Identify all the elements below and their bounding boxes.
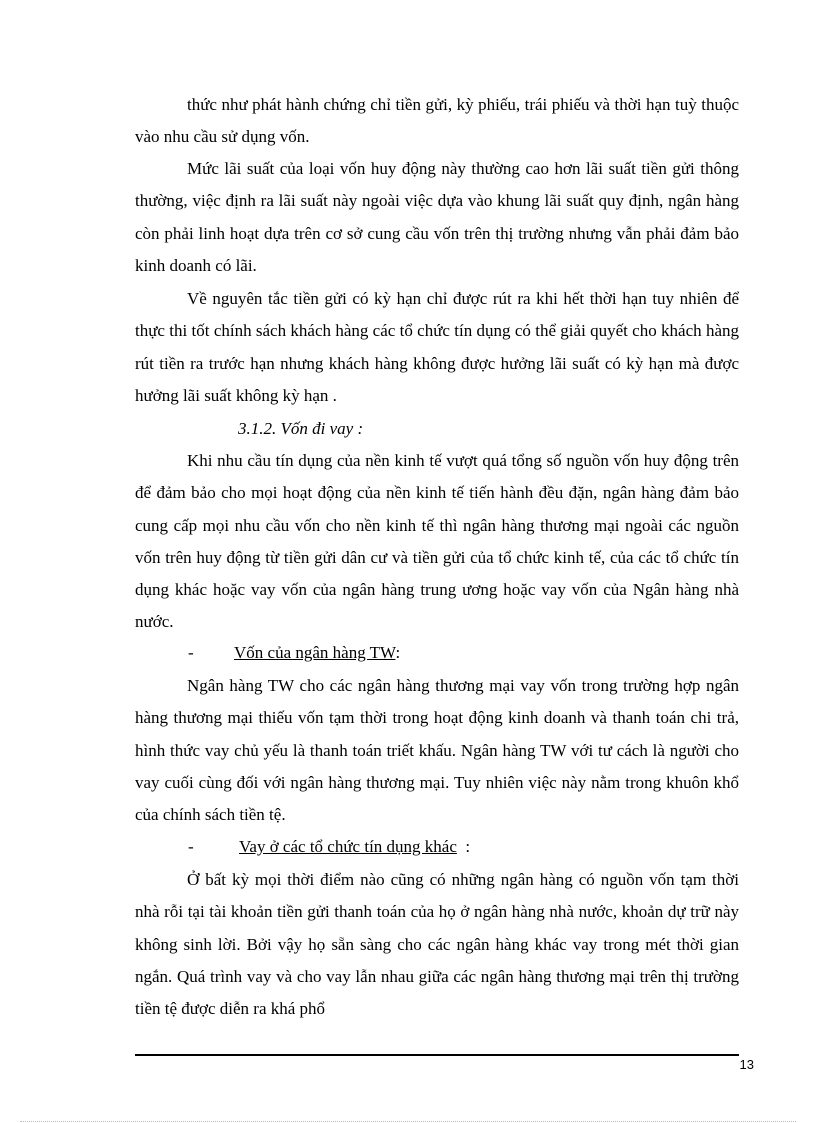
bullet-suffix: : — [456, 837, 471, 856]
paragraph-6: Ở bất kỳ mọi thời điểm nào cũng có những ngân hàng có nguồn vốn tạm thời nhà rỗi tại tài khoản tiền gửi thanh toán của họ ở ngân hàng nhà nước, khoản dự trữ này không sinh lời. Bởi vậy họ sẵn sàng cho các ngân hàng khác vay trong mét thời gian ngắn. Quá trình vay và cho vay lẫn nhau giữa các ngân hàng thương mại trên thị trường tiền tệ được diễn ra khá phổ — [135, 870, 739, 1019]
bullet-dash: - — [188, 837, 194, 856]
bullet-item-credit-institutions — [188, 831, 470, 863]
page-number: 13 — [739, 1057, 754, 1072]
bullet-title: Vốn của ngân hàng TW — [234, 643, 396, 662]
bullet-title: Vay ở các tổ chức tín dụng khác — [239, 837, 457, 856]
footer-rule — [135, 1054, 739, 1056]
bullet-dash: - — [188, 643, 194, 662]
paragraph-4: Khi nhu cầu tín dụng của nền kinh tế vượt quá tổng số nguồn vốn huy động trên để đảm bảo cho mọi hoạt động của nền kinh tế tiến hành đều đặn, ngân hàng đảm bảo cung cấp mọi nhu cầu vốn cho nền kinh tế thì ngân hàng thương mại ngoài các nguồn vốn trên huy động từ tiền gửi dân cư và tiền gửi của tổ chức kinh tế, của các tổ chức tín dụng khác hoặc vay vốn của ngân hàng trung ương hoặc vay vốn của Ngân hàng nhà nước. — [135, 451, 739, 632]
paragraph-5: Ngân hàng TW cho các ngân hàng thương mại vay vốn trong trường hợp ngân hàng thương mại thiếu vốn tạm thời trong hoạt động kinh doanh và thanh toán chi trả, hình thức vay chủ yếu là thanh toán triết khấu. Ngân hàng TW với tư cách là người cho vay cuối cùng đối với ngân hàng thương mại. Tuy nhiên việc này nằm trong khuôn khổ của chính sách tiền tệ. — [135, 676, 739, 825]
bullet-suffix: : — [395, 643, 401, 662]
paragraph-2: Mức lãi suất của loại vốn huy động này thường cao hơn lãi suất tiền gửi thông thường, việc định ra lãi suất này ngoài việc dựa vào khung lãi suất quy định, ngân hàng còn phải linh hoạt dựa trên cơ sở cung cầu vốn trên thị trường nhưng vẫn phải đảm bảo kinh doanh có lãi. — [135, 159, 739, 275]
section-heading: 3.1.2. Vốn đi vay : — [238, 419, 364, 438]
paragraph-1: thức như phát hành chứng chỉ tiền gửi, kỳ phiếu, trái phiếu và thời hạn tuỳ thuộc vào nhu cầu sử dụng vốn. — [135, 95, 739, 147]
paragraph-3: Về nguyên tắc tiền gửi có kỳ hạn chỉ được rút ra khi hết thời hạn tuy nhiên để thực thi tốt chính sách khách hàng các tổ chức tín dụng có thể giải quyết cho khách hàng rút tiền ra trước hạn nhưng khách hàng không được hưởng lãi suất có kỳ hạn mà được hưởng lãi suất không kỳ hạn . — [135, 289, 739, 405]
bullet-item-central-bank — [188, 637, 400, 669]
page-edge-divider — [20, 1121, 796, 1122]
